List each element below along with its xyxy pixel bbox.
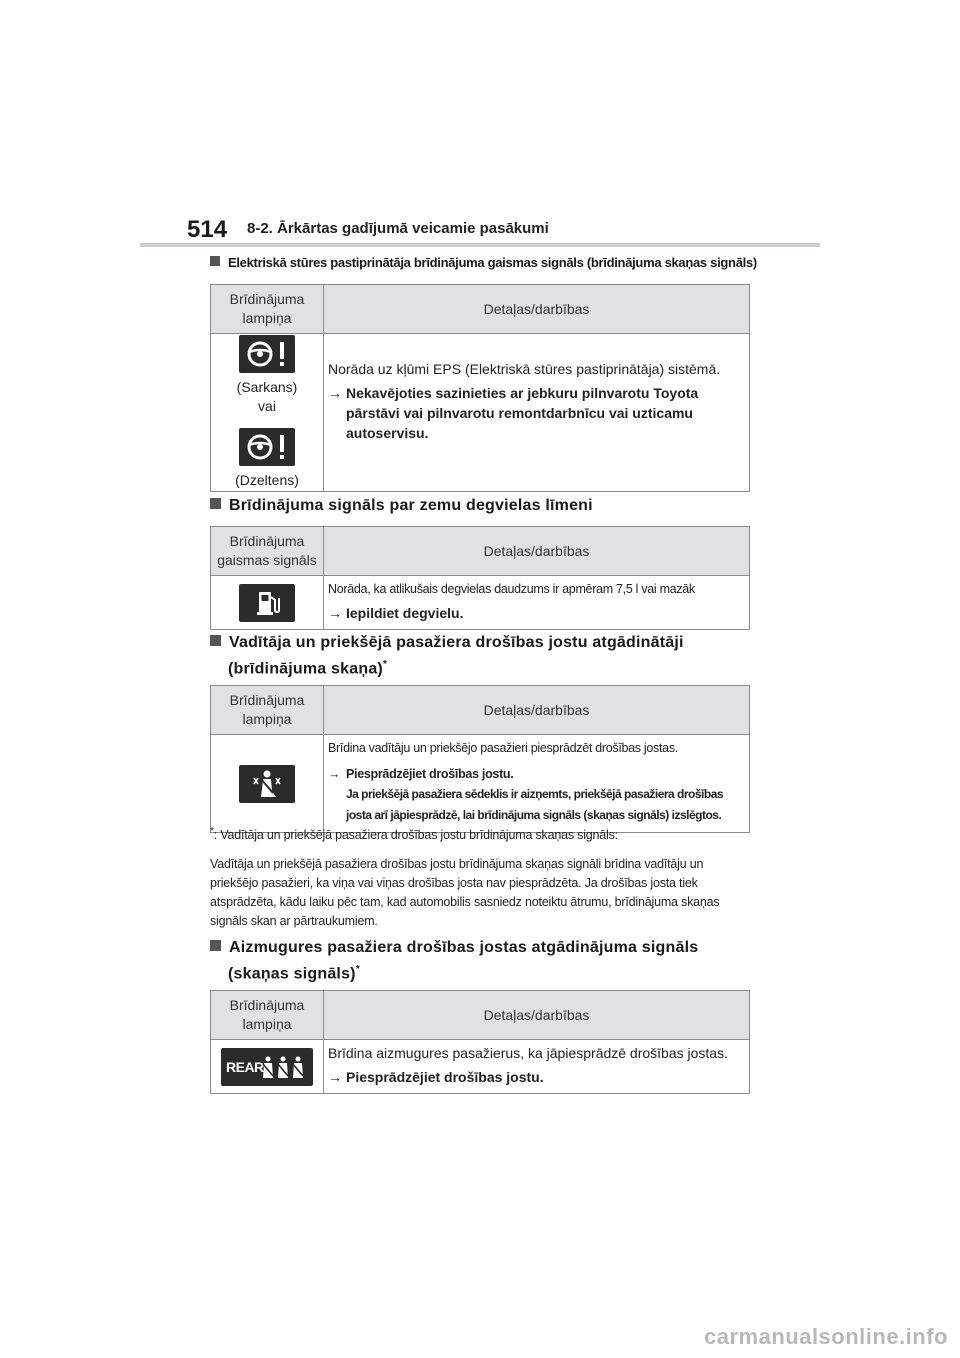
front-belt-action-text: Piesprādzējiet drošības jostu. (346, 767, 514, 781)
section-title-rear-belt (210, 937, 698, 985)
fuel-detail-text: Norāda, ka atlikušais degvielas daudzums ir apmēram 7,5 l vai mazāk (328, 582, 695, 596)
page-number: 514 (187, 216, 228, 243)
square-bullet-icon (210, 635, 221, 646)
eps-icon-cell (211, 334, 324, 492)
fuel-action-text: Iepildiet degvielu. (346, 605, 464, 621)
front-belt-action-sub: Ja priekšējā pasažiera sēdeklis ir aizņemts, priekšējā pasažiera drošības josta arī jāpiesprādzē, lai brīdinājuma signāls (skaņas signāls) izslēgtos. (346, 787, 724, 822)
footnote-mark: * (210, 826, 214, 837)
eps-detail-text: Norāda uz kļūmi EPS (Elektriskā stūres pastiprinātāja) sistēmā. (328, 360, 721, 377)
arrow-right-icon: → (328, 384, 342, 401)
col-header-details: Detaļas/darbības (324, 285, 750, 334)
fuel-warning-table (210, 526, 750, 630)
footnote-mark: * (355, 964, 360, 975)
front-belt-action (328, 764, 741, 784)
col-header-lamp: Brīdinājuma lampiņa (211, 285, 324, 334)
square-bullet-icon (210, 498, 221, 509)
col-header-lamp: Brīdinājuma lampiņa (211, 991, 324, 1040)
footnote (210, 826, 618, 842)
seatbelt-warning-icon (239, 765, 295, 803)
col-header-details: Detaļas/darbības (324, 991, 750, 1040)
square-bullet-icon (210, 256, 220, 266)
front-belt-table (210, 685, 750, 833)
fuel-action (328, 603, 741, 623)
rear-seatbelt-icon (221, 1048, 313, 1086)
icon-label-yellow: (Dzeltens) (235, 472, 299, 488)
section-title-text: Brīdinājuma signāls par zemu degvielas līmeni (229, 497, 593, 514)
square-bullet-icon (210, 940, 221, 951)
arrow-right-icon: → (328, 605, 342, 621)
section-title-text-2: (brīdinājuma skaņa) (228, 660, 383, 678)
col-header-details: Detaļas/darbības (324, 527, 750, 576)
fuel-pump-icon (239, 584, 295, 622)
footnote-mark: * (382, 659, 388, 670)
section-title-fuel (210, 495, 593, 517)
eps-action (328, 383, 741, 443)
header-rule (140, 243, 820, 247)
section-title-eps (210, 255, 757, 270)
section-title-text-2: (skaņas signāls) (228, 965, 356, 983)
eps-action-text: Nekavējoties sazinieties ar jebkuru pilnvarotu Toyota pārstāvi vai pilnvarotu remontdarbnīcu vai uzticamu autoservisu. (346, 384, 699, 441)
chapter-title: 8-2. Ārkārtas gadījumā veicamie pasākumi (247, 220, 549, 237)
seatbelt-icon-cell (211, 735, 324, 833)
section-title-text: Vadītāja un priekšējā pasažiera drošības jostu atgādinātāji (229, 634, 684, 651)
rear-belt-table (210, 990, 750, 1094)
footnote-text: : Vadītāja un priekšējā pasažiera drošības jostu brīdinājuma skaņas signāls: (213, 828, 618, 843)
rear-action-text: Piesprādzējiet drošības jostu. (346, 1069, 544, 1085)
icon-label-or: vai (258, 398, 276, 414)
watermark: carmanualsonline.info (704, 1324, 948, 1349)
section-title-front-belt (210, 632, 684, 680)
steering-warning-yellow-icon (239, 428, 295, 466)
front-belt-detail-text: Brīdina vadītāju un priekšējo pasažieri piesprādzēt drošības jostas. (328, 741, 678, 755)
arrow-right-icon: → (328, 767, 341, 781)
icon-label-red: (Sarkans) (236, 379, 298, 395)
rear-icon-text: REAR (226, 1058, 264, 1075)
rear-detail-text: Brīdina aizmugures pasažierus, ka jāpiesprādzē drošības jostas. (328, 1045, 728, 1061)
col-header-details: Detaļas/darbības (324, 686, 750, 735)
fuel-detail-cell (324, 576, 750, 630)
arrow-right-icon: → (328, 1069, 342, 1085)
eps-detail-cell (324, 334, 750, 492)
section-title-text: Aizmugures pasažiera drošības jostas atgādinājuma signāls (229, 939, 699, 956)
col-header-lamp: Brīdinājuma lampiņa (211, 686, 324, 735)
rear-icon-cell (211, 1040, 324, 1094)
note-paragraph: Vadītāja un priekšējā pasažiera drošības jostu brīdinājuma skaņas signāli brīdina vadītāju un priekšējo pasažieri, ka viņa vai viņas drošības josta nav piesprādzēta. Ja drošības josta tiek atsprādzēta, kādu laiku pēc tam, kad automobilis sasniedz noteiktu ātrumu, brīdinājuma skaņas signāls skan ar pārtraukumiem. (210, 857, 720, 928)
fuel-icon-cell (211, 576, 324, 630)
front-belt-detail-cell (324, 735, 750, 833)
steering-warning-red-icon (239, 335, 295, 373)
col-header-lamp: Brīdinājuma gaismas signāls (211, 527, 324, 576)
eps-warning-table (210, 284, 750, 492)
section-title-text: Elektriskā stūres pastiprinātāja brīdinājuma gaismas signāls (brīdinājuma skaņas signāls) (228, 255, 757, 270)
rear-action (328, 1067, 741, 1087)
rear-detail-cell (324, 1040, 750, 1094)
